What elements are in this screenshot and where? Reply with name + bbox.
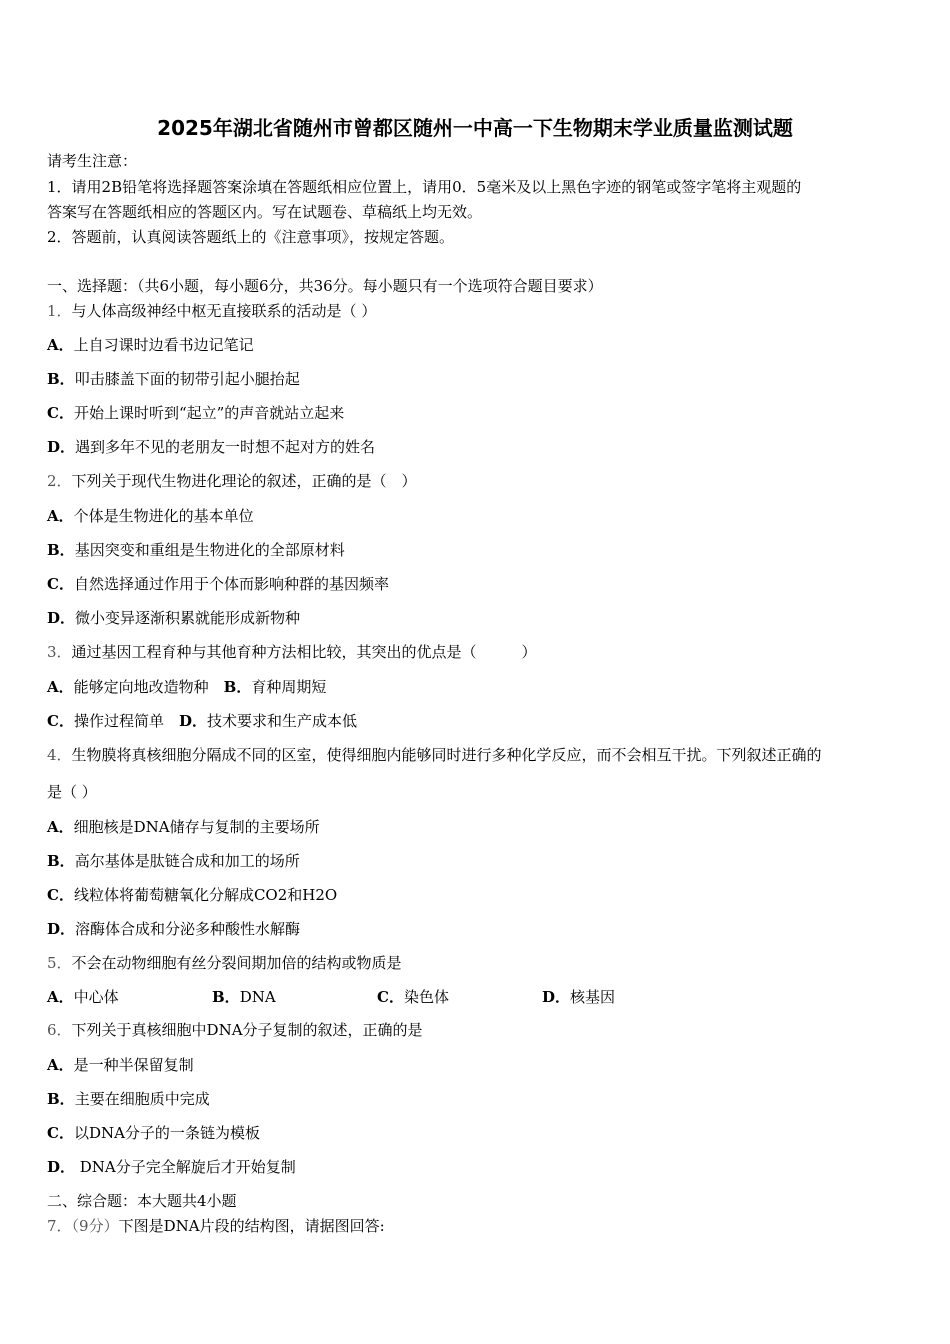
option-letter: B． xyxy=(47,541,75,559)
question-2 xyxy=(47,472,417,490)
option-text: 溶酶体合成和分泌多种酸性水解酶 xyxy=(75,920,301,938)
question-stem: 通过基因工程育种与其他育种方法相比较，其突出的优点是（ ） xyxy=(71,643,537,661)
notice-item-2: 2．答题前，认真阅读答题纸上的《注意事项》，按规定答题。 xyxy=(47,228,455,246)
option-text: 中心体 xyxy=(73,988,119,1006)
section-1-heading: 一、选择题：（共6小题，每小题6分，共36分。每小题只有一个选项符合题目要求） xyxy=(47,277,603,295)
option-letter: C． xyxy=(47,404,74,422)
q3-options-cd xyxy=(47,712,357,730)
option-text: 能够定向地改造物种 xyxy=(73,678,224,696)
q5-option-c xyxy=(377,988,449,1006)
q2-option-c xyxy=(47,575,389,593)
option-text: 主要在细胞质中完成 xyxy=(74,1090,210,1108)
q6-option-a xyxy=(47,1056,194,1074)
option-letter: C． xyxy=(47,886,74,904)
option-text: 染色体 xyxy=(403,988,449,1006)
option-letter: A． xyxy=(47,1056,74,1074)
option-text: 高尔基体是肽链合成和加工的场所 xyxy=(74,852,300,870)
question-4-cont: 是（ ） xyxy=(47,783,97,801)
q1-option-a xyxy=(47,336,254,354)
option-letter: A． xyxy=(47,818,74,836)
q1-option-d xyxy=(47,438,375,456)
option-letter: A． xyxy=(47,336,74,354)
question-stem: 下列关于现代生物进化理论的叙述，正确的是（ ） xyxy=(71,472,417,490)
option-letter: D． xyxy=(47,920,76,938)
q5-option-a xyxy=(47,988,119,1006)
q2-option-b xyxy=(47,541,345,559)
notice-item-1-cont: 答案写在答题纸相应的答题区内。写在试题卷、草稿纸上均无效。 xyxy=(47,203,483,221)
question-number: 1． xyxy=(47,302,72,320)
option-letter: B． xyxy=(47,1090,75,1108)
option-text: 技术要求和生产成本低 xyxy=(206,712,357,730)
question-4 xyxy=(47,746,822,764)
q2-option-a xyxy=(47,507,254,525)
option-text: 育种周期短 xyxy=(251,678,327,696)
option-text: 叩击膝盖下面的韧带引起小腿抬起 xyxy=(74,370,300,388)
option-text: 基因突变和重组是生物进化的全部原材料 xyxy=(74,541,345,559)
option-text: 开始上课时听到“起立”的声音就站立起来 xyxy=(73,404,345,422)
option-letter: A． xyxy=(47,678,74,696)
option-text: 微小变异逐渐积累就能形成新物种 xyxy=(75,609,301,627)
option-text: 操作过程简单 xyxy=(73,712,179,730)
option-text: 核基因 xyxy=(570,988,616,1006)
option-text: DNA分子完全解旋后才开始复制 xyxy=(75,1158,296,1176)
option-letter: A． xyxy=(47,988,74,1006)
option-text: 线粒体将葡萄糖氧化分解成CO2和H2O xyxy=(73,886,338,904)
section-2-heading: 二、综合题：本大题共4小题 xyxy=(47,1192,237,1210)
question-number: 4． xyxy=(47,746,72,764)
q2-option-d xyxy=(47,609,300,627)
option-text: 遇到多年不见的老朋友一时想不起对方的姓名 xyxy=(75,438,376,456)
option-text: DNA xyxy=(239,988,276,1006)
option-letter: D． xyxy=(178,712,207,730)
question-number: 6． xyxy=(47,1021,72,1039)
question-6 xyxy=(47,1021,423,1039)
option-letter: D． xyxy=(47,609,76,627)
q4-option-b xyxy=(47,852,300,870)
option-letter: C． xyxy=(377,988,404,1006)
question-stem: 下列关于真核细胞中DNA分子复制的叙述，正确的是 xyxy=(71,1021,423,1039)
question-stem: 不会在动物细胞有丝分裂间期加倍的结构或物质是 xyxy=(71,954,402,972)
question-score: （9分） xyxy=(71,1217,119,1235)
option-text: 是一种半保留复制 xyxy=(73,1056,194,1074)
q1-option-b xyxy=(47,370,300,388)
q1-option-c xyxy=(47,404,344,422)
question-stem: 生物膜将真核细胞分隔成不同的区室，使得细胞内能够同时进行多种化学反应，而不会相互干扰。下列叙述正确的 xyxy=(71,746,822,764)
option-text: 细胞核是DNA储存与复制的主要场所 xyxy=(73,818,320,836)
question-1 xyxy=(47,302,376,320)
question-number: 7． xyxy=(47,1217,72,1235)
q3-options-ab xyxy=(47,678,326,696)
option-text: 自然选择通过作用于个体而影响种群的基因频率 xyxy=(73,575,389,593)
question-stem: 与人体高级神经中枢无直接联系的活动是（ ） xyxy=(71,302,377,320)
option-letter: C． xyxy=(47,575,74,593)
notice-heading: 请考生注意： xyxy=(47,152,138,170)
q6-option-d xyxy=(47,1158,296,1176)
option-letter: C． xyxy=(47,1124,74,1142)
question-7 xyxy=(47,1217,385,1235)
option-letter: A． xyxy=(47,507,74,525)
q6-option-c xyxy=(47,1124,260,1142)
q4-option-c xyxy=(47,886,337,904)
question-number: 5． xyxy=(47,954,72,972)
option-letter: D． xyxy=(542,988,571,1006)
option-text: 以DNA分子的一条链为模板 xyxy=(73,1124,260,1142)
q5-option-b xyxy=(212,988,276,1006)
question-5 xyxy=(47,954,402,972)
question-number: 3． xyxy=(47,643,72,661)
option-letter: B． xyxy=(47,370,75,388)
notice-item-1: 1．请用2B铅笔将选择题答案涂填在答题纸相应位置上，请用0．5毫米及以上黑色字迹的钢笔或签字笔将主观题的 xyxy=(47,178,802,196)
page-title: 2025年湖北省随州市曾都区随州一中高一下生物期末学业质量监测试题 xyxy=(157,116,793,140)
option-letter: B． xyxy=(223,678,252,696)
option-letter: D． xyxy=(47,1158,76,1176)
option-letter: D． xyxy=(47,438,76,456)
question-3 xyxy=(47,643,537,661)
q4-option-a xyxy=(47,818,320,836)
option-letter: B． xyxy=(47,852,75,870)
q5-option-d xyxy=(542,988,615,1006)
question-number: 2． xyxy=(47,472,72,490)
option-letter: B． xyxy=(212,988,240,1006)
option-text: 个体是生物进化的基本单位 xyxy=(73,507,254,525)
q6-option-b xyxy=(47,1090,210,1108)
q4-option-d xyxy=(47,920,300,938)
option-letter: C． xyxy=(47,712,74,730)
option-text: 上自习课时边看书边记笔记 xyxy=(73,336,254,354)
question-stem: 下图是DNA片段的结构图，请据图回答: xyxy=(118,1217,385,1235)
